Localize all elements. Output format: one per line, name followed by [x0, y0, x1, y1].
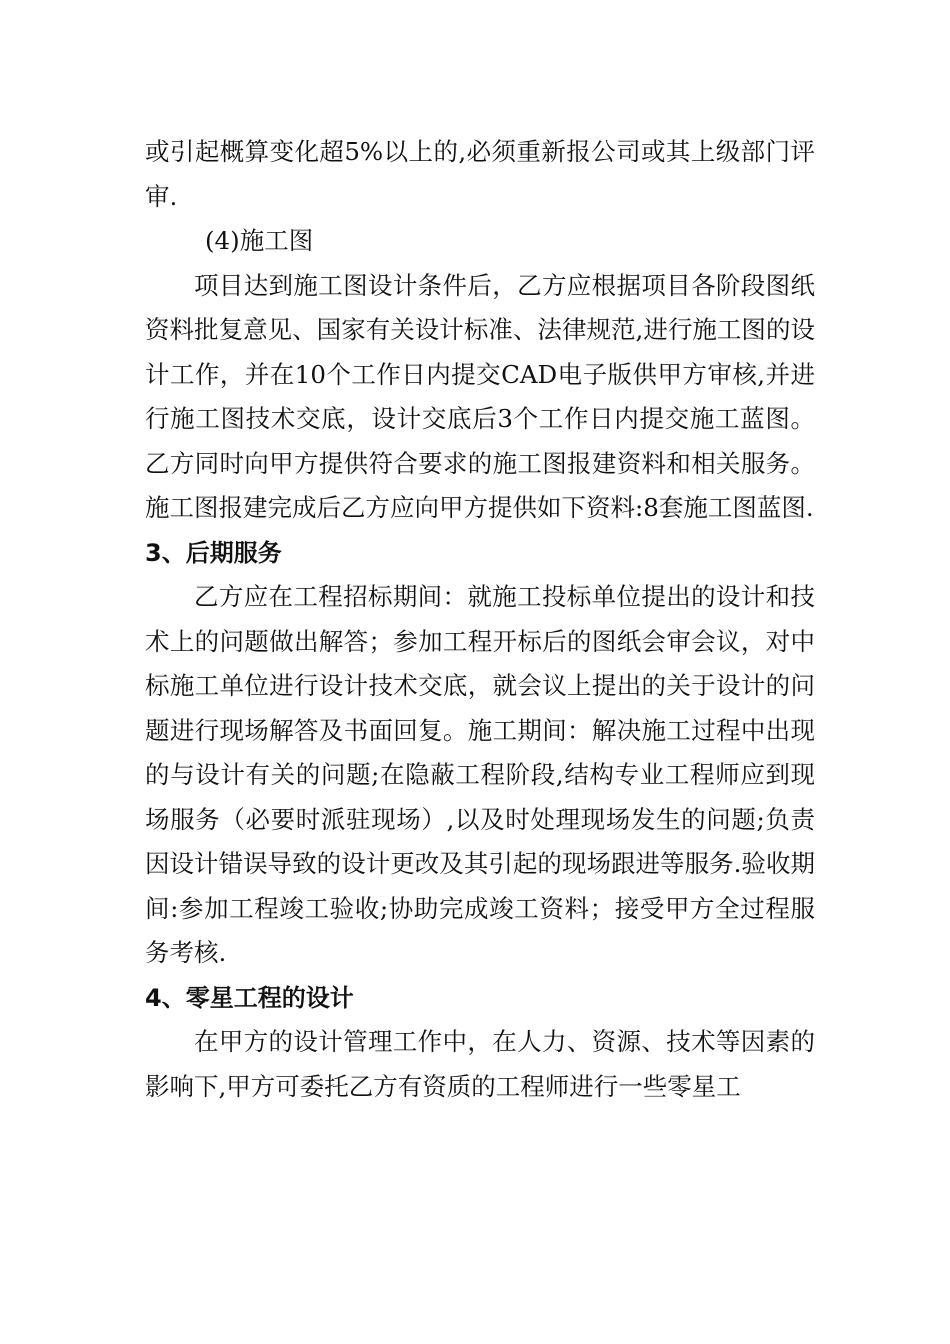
- paragraph-later-service: 乙方应在工程招标期间：就施工投标单位提出的设计和技术上的问题做出解答；参加工程开标后的图纸会审会议，对中标施工单位进行设计技术交底，就会议上提出的关于设计的问题进行现场解答及书面回复。施工期间：解决施工过程中出现的与设计有关的问题;在隐蔽工程阶段,结构专业工程师应到现场服务（必要时派驻现场）,以及时处理现场发生的问题;负责因设计错误导致的设计更改及其引起的现场跟进等服务.验收期间:参加工程竣工验收;协助完成竣工资料；接受甲方全过程服务考核.: [145, 582, 815, 967]
- paragraph-construction-drawing: 项目达到施工图设计条件后，乙方应根据项目各阶段图纸资料批复意见、国家有关设计标准、法律规范,进行施工图的设计工作，并在10个工作日内提交CAD电子版供甲方审核,并进行施工图技术交底，设计交底后3个工作日内提交施工蓝图。乙方同时向甲方提供符合要求的施工图报建资料和相关服务。施工图报建完成后乙方应向甲方提供如下资料:8套施工图蓝图.: [145, 270, 815, 522]
- document-body: [145, 130, 815, 1109]
- paragraph-continued: 或引起概算变化超5%以上的,必须重新报公司或其上级部门评审.: [145, 137, 815, 211]
- section-heading-minor-works: 4、零星工程的设计: [145, 983, 354, 1012]
- section-heading-later-service: 3、后期服务: [145, 538, 282, 567]
- paragraph-minor-works: 在甲方的设计管理工作中，在人力、资源、技术等因素的影响下,甲方可委托乙方有资质的工程师进行一些零星工: [145, 1027, 815, 1101]
- subheading-construction-drawing: (4)施工图: [205, 226, 314, 255]
